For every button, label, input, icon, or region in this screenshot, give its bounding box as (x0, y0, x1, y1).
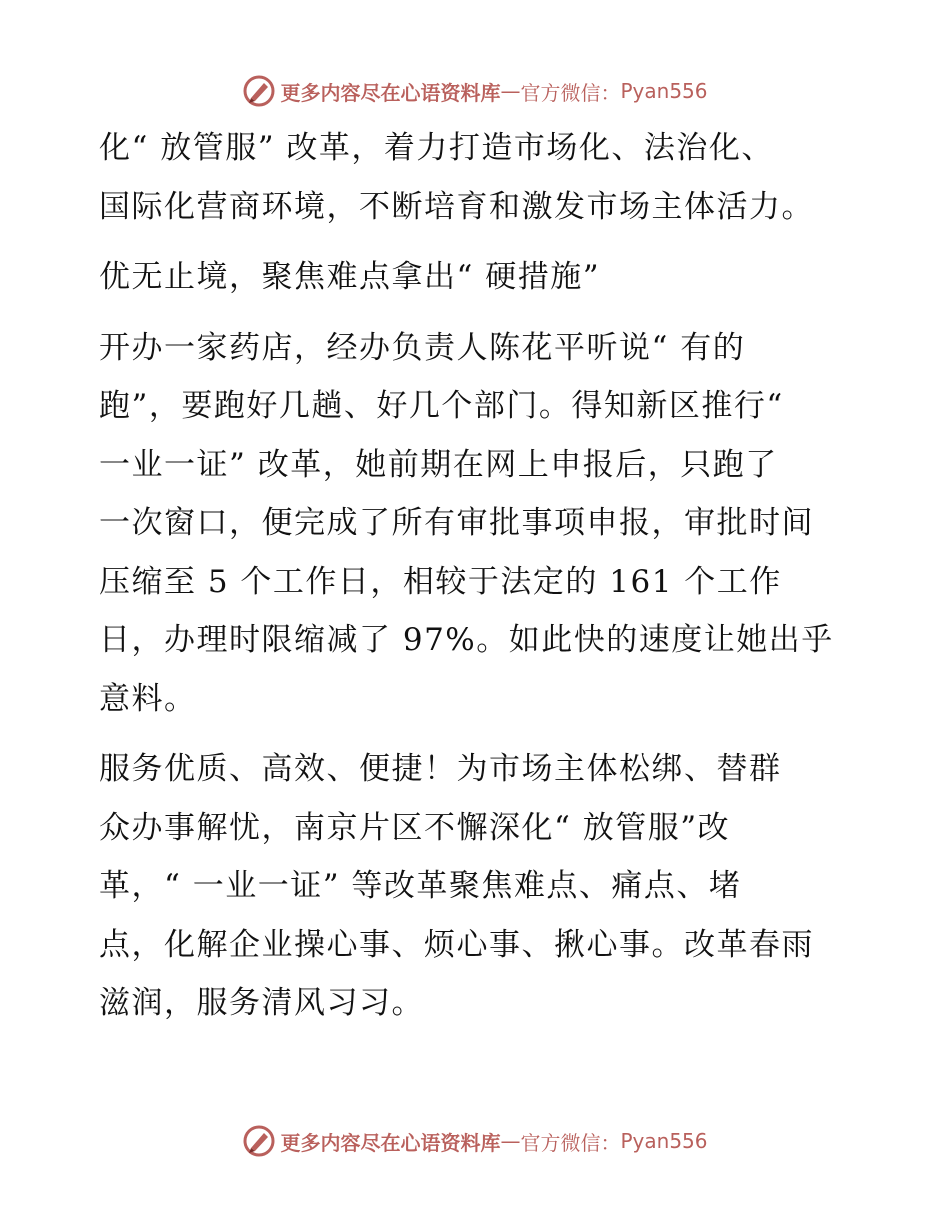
header-wechat-id: Pyan556 (620, 79, 708, 103)
footer-dash: — (500, 1129, 521, 1153)
document-body (99, 119, 859, 1033)
pen-logo-icon (242, 74, 276, 108)
paragraph-1 (99, 119, 859, 236)
pen-logo-icon (242, 1124, 276, 1158)
header-watermark (0, 71, 950, 111)
header-brand-text: 更多内容尽在心语资料库 (280, 80, 501, 105)
text-line: 国际化营商环境，不断培育和激发市场主体活力。 (99, 188, 814, 225)
footer-brand-text: 更多内容尽在心语资料库 (280, 1130, 501, 1155)
paragraph-2 (99, 319, 859, 729)
header-dash: — (500, 79, 521, 103)
text-line: 众办事解忧，南京片区不懈深化“ 放管服”改 (99, 809, 731, 846)
text-line: 点，化解企业操心事、烦心事、揪心事。改革春雨 (99, 926, 814, 963)
text-line: 压缩至 5 个工作日，相较于法定的 161 个工作 (99, 563, 782, 600)
text-line: 服务优质、高效、便捷！为市场主体松绑、替群 (99, 751, 782, 787)
text-line: 开办一家药店，经办负责人陈花平听说“ 有的 (99, 329, 746, 366)
footer-watermark (0, 1121, 950, 1161)
section-heading (99, 248, 859, 307)
text-line: 一次窗口，便完成了所有审批事项申报，审批时间 (99, 505, 814, 541)
text-line: 滋润，服务清风习习。 (99, 985, 424, 1021)
header-wechat-label: 官方微信： (520, 80, 621, 105)
text-line: 化“ 放管服” 改革，着力打造市场化、法治化、 (99, 130, 774, 166)
text-line: 跑”，要跑好几趟、好几个部门。得知新区推行“ (99, 388, 784, 424)
text-line: 一业一证” 改革，她前期在网上申报后，只跑了 (99, 446, 778, 483)
heading-line: 优无止境，聚焦难点拿出“ 硬措施” (99, 259, 601, 295)
footer-wechat-id: Pyan556 (620, 1129, 708, 1153)
text-line: 革，“ 一业一证” 等改革聚焦难点、痛点、堵 (99, 868, 742, 904)
text-line: 日，办理时限缩减了 97%。如此快的速度让她出乎 (99, 622, 834, 658)
paragraph-3 (99, 740, 859, 1033)
footer-wechat-label: 官方微信： (520, 1130, 621, 1155)
text-line: 意料。 (99, 680, 197, 717)
